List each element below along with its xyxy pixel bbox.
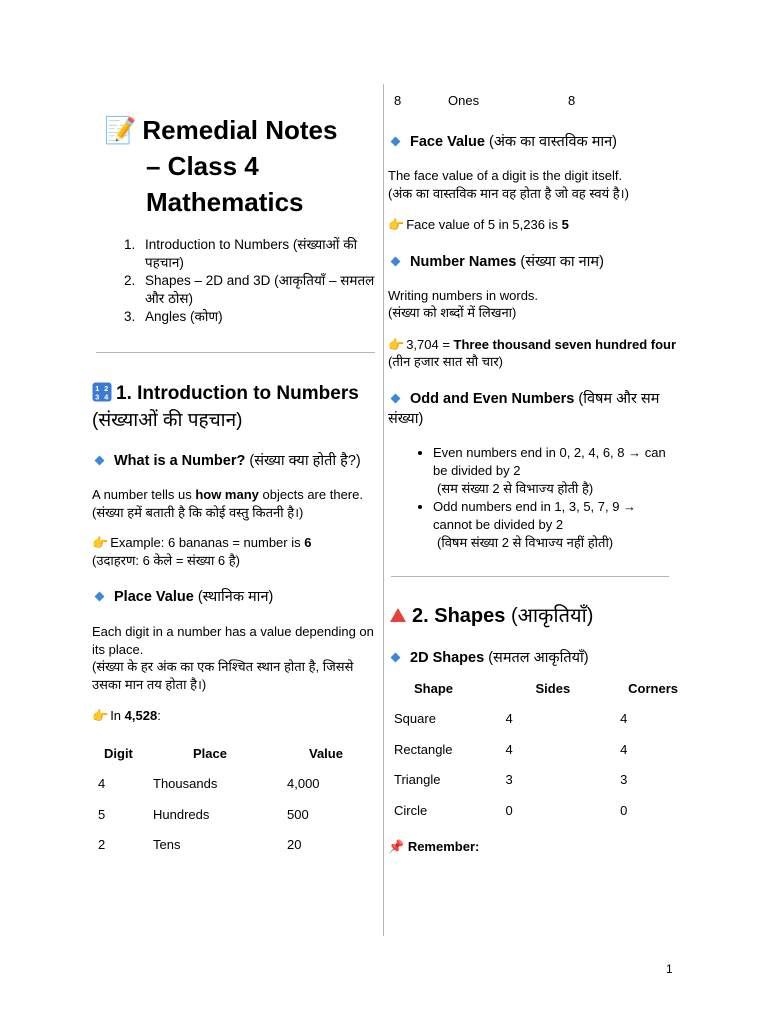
section-1-title: 1. Introduction to Numbers [116,383,359,404]
table-row [98,769,343,800]
table-cell: Triangle [394,772,441,788]
numbers-1234-icon [92,382,112,402]
table-header: Shape [414,681,454,696]
number-names-hindi: (संख्या को शब्दों में लिखना) [388,305,517,320]
table-row [98,830,343,861]
place-value-table-continued [394,90,575,110]
table-cell: 4 [620,741,628,757]
table-row [98,799,343,830]
table-cell: 500 [287,806,309,822]
table-cell: Hundreds [153,806,210,822]
list-item-text: Odd numbers end in 1, 3, 5, 7, 9 → cannot be divided by 2 [433,498,637,532]
table-cell: Tens [153,837,181,853]
example-text: Example: 6 bananas = number is [110,535,305,550]
table-cell: 8 [568,92,576,108]
table-row [394,765,678,796]
table-row [394,734,678,765]
toc-item: 2. Shapes – 2D and 3D (आकृतियाँ – समतल और ठोस) [139,272,382,308]
remember-label: Remember: [407,838,480,854]
definition-hindi: (संख्या हमें बताती है कि कोई वस्तु कितनी है।) [92,504,304,520]
names-example-bold: Three thousand seven hundred four [453,336,677,352]
table-cell: 3 [505,772,513,788]
face-value-english: The face value of a digit is the digit itself. [388,168,623,183]
table-cell: 0 [505,802,513,818]
number-names-heading [388,252,678,272]
place-value-example [92,707,382,725]
memo-icon: 📝 [104,115,137,145]
list-item-text: Even numbers end in 0, 2, 4, 6, 8 → can be divided by 2 [433,444,666,478]
table-cell: 3 [620,772,628,788]
svg-text:1: 1 [95,384,100,393]
horizontal-divider [96,352,375,353]
horizontal-divider [391,576,669,577]
table-header: Corners [628,681,678,696]
pointing-hand-icon: 👉 [92,708,109,723]
table-cell: 4 [620,711,628,727]
section-2-title: 2. Shapes [412,604,506,627]
table-cell: 20 [287,837,302,853]
section-2-title-hindi: (आकृतियाँ) [510,604,594,627]
blue-diamond-icon [391,652,401,662]
place-value-table [98,739,343,861]
place-value-heading [92,587,382,607]
section-1-title-hindi: (संख्याओं की पहचान) [92,410,243,431]
what-is-number-title-hindi: (संख्या क्या होती है?) [249,453,361,469]
definition-text: A number tells us [92,487,196,502]
blue-diamond-icon [95,456,105,466]
table-cell: 2 [98,837,106,853]
in-label: In [110,708,125,723]
page-number: 1 [666,962,673,976]
blue-diamond-icon [95,592,105,602]
number-definition [92,486,382,521]
number-names-title: Number Names [410,253,517,270]
table-header: Sides [535,681,571,696]
table-row [394,704,678,735]
number-names-english: Writing numbers in words. [388,287,539,303]
svg-text:2: 2 [104,384,109,393]
table-cell: 8 [394,92,402,108]
table-cell: 4 [505,741,513,757]
shapes-2d-title: 2D Shapes [410,649,485,666]
definition-text-end: objects are there. [258,487,363,502]
right-column [388,90,678,855]
table-cell: Rectangle [394,741,453,757]
table-of-contents [92,236,382,326]
face-value-example [388,216,678,234]
table-cell: Thousands [153,776,218,792]
face-example-text: Face value of 5 in 5,236 is [406,217,562,232]
table-header: Digit [104,746,133,761]
face-value-title-hindi: (अंक का वास्तविक मान) [489,134,617,150]
svg-text:3: 3 [95,392,100,402]
number-names-text [388,287,678,322]
table-header: Value [309,746,343,761]
table-cell: Ones [448,92,480,108]
page-title [104,112,382,220]
face-value-hindi: (अंक का वास्तविक मान वह होता है जो वह स्वयं है।) [388,185,629,201]
odd-even-title-hindi: (विषम और सम संख्या) [388,390,660,427]
table-header: Place [193,746,227,761]
title-line-2: – Class 4 [146,151,259,181]
number-names-title-hindi: (संख्या का नाम) [520,253,604,270]
blue-diamond-icon [391,137,401,147]
list-item-hindi: (सम संख्या 2 से विभाज्य होती है) [437,480,594,496]
in-colon: : [157,708,161,723]
face-value-text [388,167,678,202]
left-column [92,112,382,860]
example-hindi: (उदाहरण: 6 केले = संख्या 6 है) [92,552,241,568]
place-value-title: Place Value [114,589,194,605]
column-divider [383,84,384,936]
table-cell: Square [394,711,436,727]
table-header-row [98,739,343,769]
shapes-2d-title-hindi: (समतल आकृतियाँ) [488,649,589,666]
face-value-heading [388,132,678,152]
table-cell: 4 [505,711,513,727]
odd-even-title: Odd and Even Numbers [410,390,575,407]
remember-note [388,838,678,856]
what-is-number-heading [92,451,382,471]
shapes-2d-heading [388,648,678,668]
place-value-title-hindi: (स्थानिक मान) [197,589,274,605]
table-cell: 0 [620,802,628,818]
list-item [433,444,678,498]
pushpin-icon: 📌 [388,838,405,854]
what-is-number-title: What is a Number? [114,453,246,469]
pointing-hand-icon: 👉 [388,336,405,352]
toc-item: 3. Angles (कोण) [139,308,382,326]
title-line-1: Remedial Notes [142,115,338,145]
odd-even-list [388,444,678,552]
section-2-heading [388,603,678,630]
list-item [433,498,678,552]
section-1-heading [92,380,382,434]
table-row [394,90,575,110]
table-cell: 5 [98,806,106,822]
shapes-2d-table [394,674,678,826]
list-item-hindi: (विषम संख्या 2 से विभाज्य नहीं होती) [437,534,614,550]
red-triangle-icon [388,605,408,625]
place-value-english: Each digit in a number has a value depending on its place. [92,624,374,657]
table-cell: Circle [394,802,428,818]
definition-bold: how many [195,487,259,502]
pointing-hand-icon: 👉 [92,535,109,550]
number-names-example [388,336,678,371]
place-value-text [92,623,382,693]
table-cell: 4 [98,776,106,792]
toc-item: 1. Introduction to Numbers (संख्याओं की पहचान) [139,236,382,272]
names-example-text: 3,704 = [406,336,454,352]
number-example [92,534,382,569]
in-number: 4,528 [124,708,158,723]
place-value-hindi: (संख्या के हर अंक का एक निश्चित स्थान होता है, जिससे उसका मान तय होता है।) [92,659,354,692]
table-cell: 4,000 [287,776,320,792]
face-example-bold: 5 [561,217,569,232]
blue-diamond-icon [391,256,401,266]
pointing-hand-icon: 👉 [388,217,405,232]
table-header-row [394,674,678,704]
title-line-3: Mathematics [146,187,304,217]
names-example-hindi: (तीन हजार सात सौ चार) [388,354,503,369]
face-value-title: Face Value [410,134,485,150]
blue-diamond-icon [391,393,401,403]
example-bold: 6 [304,535,312,550]
odd-even-heading [388,389,678,429]
table-row [394,795,678,826]
svg-text:4: 4 [104,392,109,402]
